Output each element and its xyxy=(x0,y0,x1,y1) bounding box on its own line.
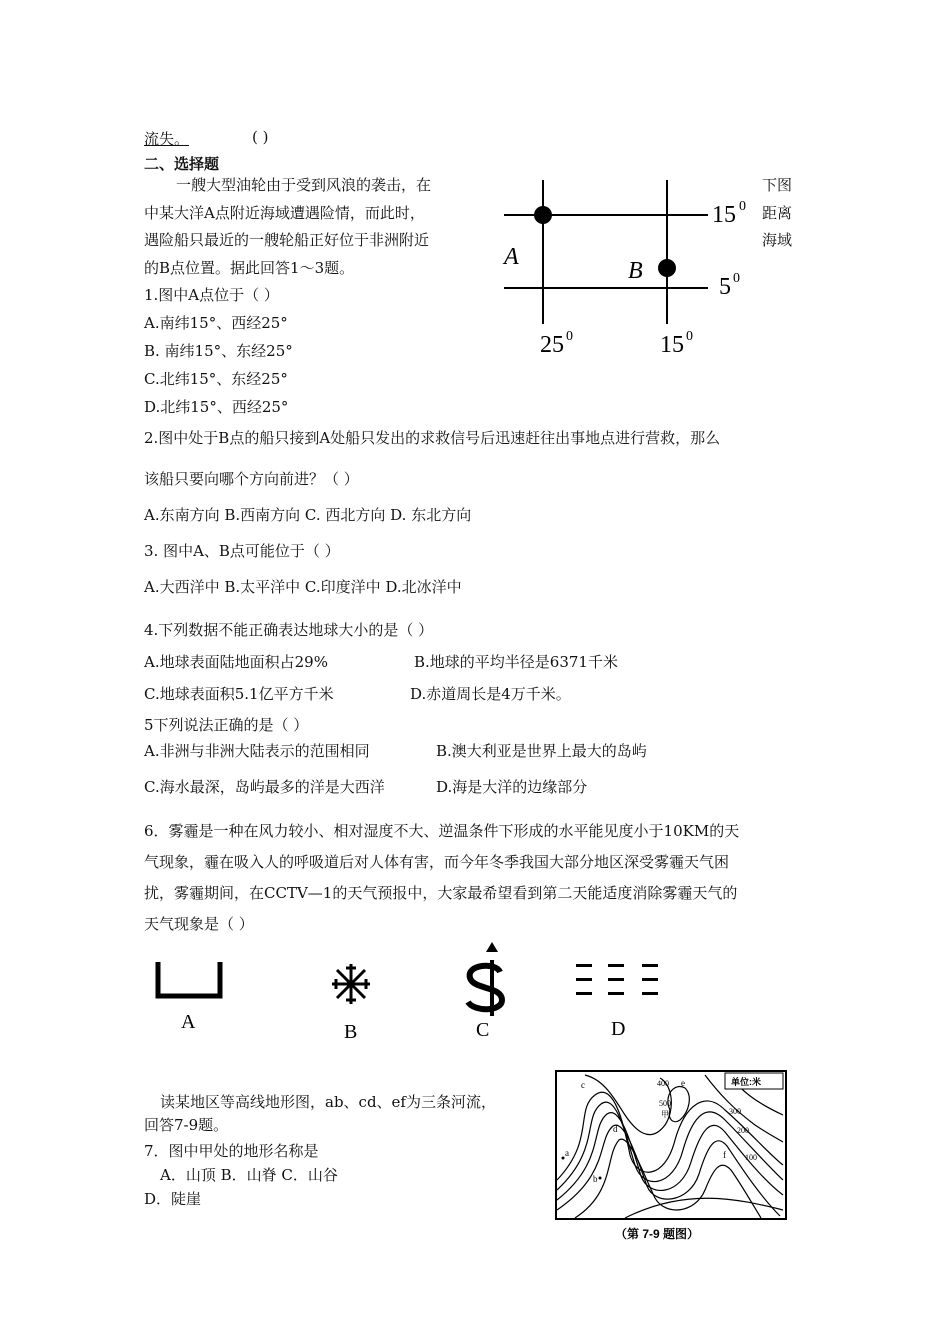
weather-symbol-b-label: B xyxy=(344,1021,358,1043)
figure-caption: （第 7-9 题图） xyxy=(615,1227,700,1241)
intro-line-4: 的B点位置。据此回答1～3题。 xyxy=(144,259,355,277)
weather-symbol-a-icon xyxy=(158,962,220,1033)
q4-option-d: D.赤道周长是4万千米。 xyxy=(410,685,571,703)
snowflake-icon xyxy=(332,964,370,1043)
lat-bottom-label: 5 xyxy=(719,274,731,300)
q5-stem: 5下列说法正确的是（ ） xyxy=(144,716,309,734)
q1-option-b: B. 南纬15°、东经25° xyxy=(144,342,293,360)
lon-left-degree: 0 xyxy=(566,329,573,344)
q3-stem: 3. 图中A、B点可能位于（ ） xyxy=(144,542,340,560)
point-b-dot xyxy=(599,1177,602,1180)
intro-line-3: 遇险船只最近的一艘轮船正好位于非洲附近 xyxy=(144,231,430,249)
lon-right-label: 15 xyxy=(660,332,684,358)
q1-option-d: D.北纬15°、西经25° xyxy=(144,398,289,416)
q5-option-b: B.澳大利亚是世界上最大的岛屿 xyxy=(436,742,647,760)
point-b-label: b xyxy=(593,1174,598,1184)
point-f-label: f xyxy=(723,1150,726,1160)
intro-right-3: 海域 xyxy=(762,231,793,249)
q5-option-d: D.海是大洋的边缘部分 xyxy=(436,778,588,796)
intro-line-1: 一艘大型油轮由于受到风浪的袭击，在 xyxy=(176,176,432,194)
contour-label-500: 500 xyxy=(659,1099,671,1108)
q2-stem-line-1: 2.图中处于B点的船只接到A处船只发出的求救信号后迅速赶往出事地点进行营救，那么 xyxy=(144,429,721,447)
q4-option-b: B.地球的平均半径是6371千米 xyxy=(414,653,618,671)
q7-option-d: D．陡崖 xyxy=(144,1190,202,1208)
q4-option-c: C.地球表面积5.1亿平方千米 xyxy=(144,685,334,703)
intro-right-1: 下图 xyxy=(762,176,793,194)
contour-map-frame xyxy=(556,1071,786,1219)
q1-option-a: A.南纬15°、西经25° xyxy=(144,314,288,332)
intro-line-2: 中某大洋A点附近海域遭遇险情，而此时， xyxy=(144,204,425,222)
q7-options: A．山顶 B．山脊 C．山谷 xyxy=(160,1166,338,1184)
unit-label: 单位:米 xyxy=(731,1077,761,1087)
contour-label-300: 300 xyxy=(729,1107,741,1116)
point-e-label: e xyxy=(681,1078,685,1088)
intro-right-2: 距离 xyxy=(762,204,793,222)
q3-options: A.大西洋中 B.太平洋中 C.印度洋中 D.北冰洋中 xyxy=(144,578,462,596)
q1-option-c: C.北纬15°、东经25° xyxy=(144,370,288,388)
lon-left-label: 25 xyxy=(540,332,564,358)
dollar-wind-icon xyxy=(468,942,502,1041)
q2-stem-line-2: 该船只要向哪个方向前进？（ ） xyxy=(144,470,359,488)
q7-stem: 7．图中甲处的地形名称是 xyxy=(144,1142,319,1160)
weather-symbol-c-label: C xyxy=(476,1019,490,1041)
fog-icon xyxy=(576,964,658,1040)
lat-bottom-degree: 0 xyxy=(733,271,740,286)
contour-label-400: 400 xyxy=(657,1079,669,1088)
q5-option-c: C.海水最深，岛屿最多的洋是大西洋 xyxy=(144,778,385,796)
contour-map xyxy=(555,1070,790,1248)
point-b-label: B xyxy=(628,258,643,284)
point-a-label: A xyxy=(504,244,519,270)
q4-stem: 4.下列数据不能正确表达地球大小的是（ ） xyxy=(144,621,434,639)
point-a-marker xyxy=(534,206,552,224)
lat-top-degree: 0 xyxy=(739,199,746,214)
q1-stem: 1.图中A点位于（ ） xyxy=(144,286,279,304)
q4-option-a: A.地球表面陆地面积占29% xyxy=(144,653,328,671)
weather-symbol-a-label: A xyxy=(181,1011,196,1033)
q7-intro-line-1: 读某地区等高线地形图，ab、cd、ef为三条河流， xyxy=(160,1093,496,1111)
q7-intro-line-2: 回答7-9题。 xyxy=(144,1116,229,1134)
q6-stem-line-1: 6．雾霾是一种在风力较小、相对湿度不大、逆温条件下形成的水平能见度小于10KM的天 xyxy=(144,822,740,840)
lat-lon-map xyxy=(488,172,758,362)
q6-stem-line-4: 天气现象是（ ） xyxy=(144,915,254,933)
q5-option-a: A.非洲与非洲大陆表示的范围相同 xyxy=(144,742,370,760)
q2-options: A.东南方向 B.西南方向 C. 西北方向 D. 东北方向 xyxy=(144,506,472,524)
jia-label: 甲 xyxy=(661,1110,669,1119)
weather-symbol-d-label: D xyxy=(611,1018,626,1040)
weather-symbols xyxy=(148,940,678,1045)
section-title: 二、选择题 xyxy=(144,155,220,173)
prev-question-end: 流失。 xyxy=(144,130,190,148)
lat-top-label: 15 xyxy=(712,202,736,228)
contour-label-100: 100 xyxy=(745,1153,757,1162)
q6-stem-line-3: 扰，雾霾期间，在CCTV—1的天气预报中，大家最希望看到第二天能适度消除雾霾天气的 xyxy=(144,884,738,902)
contour-label-200: 200 xyxy=(737,1126,749,1135)
point-a-label: a xyxy=(565,1148,569,1158)
q6-stem-line-2: 气现象，霾在吸入人的呼吸道后对人体有害，而今年冬季我国大部分地区深受雾霾天气困 xyxy=(144,853,730,871)
answer-blank: ( ) xyxy=(252,128,269,146)
point-b-marker xyxy=(658,259,676,277)
point-c-label: c xyxy=(581,1080,585,1090)
point-d-label: d xyxy=(613,1124,618,1134)
lon-right-degree: 0 xyxy=(686,329,693,344)
